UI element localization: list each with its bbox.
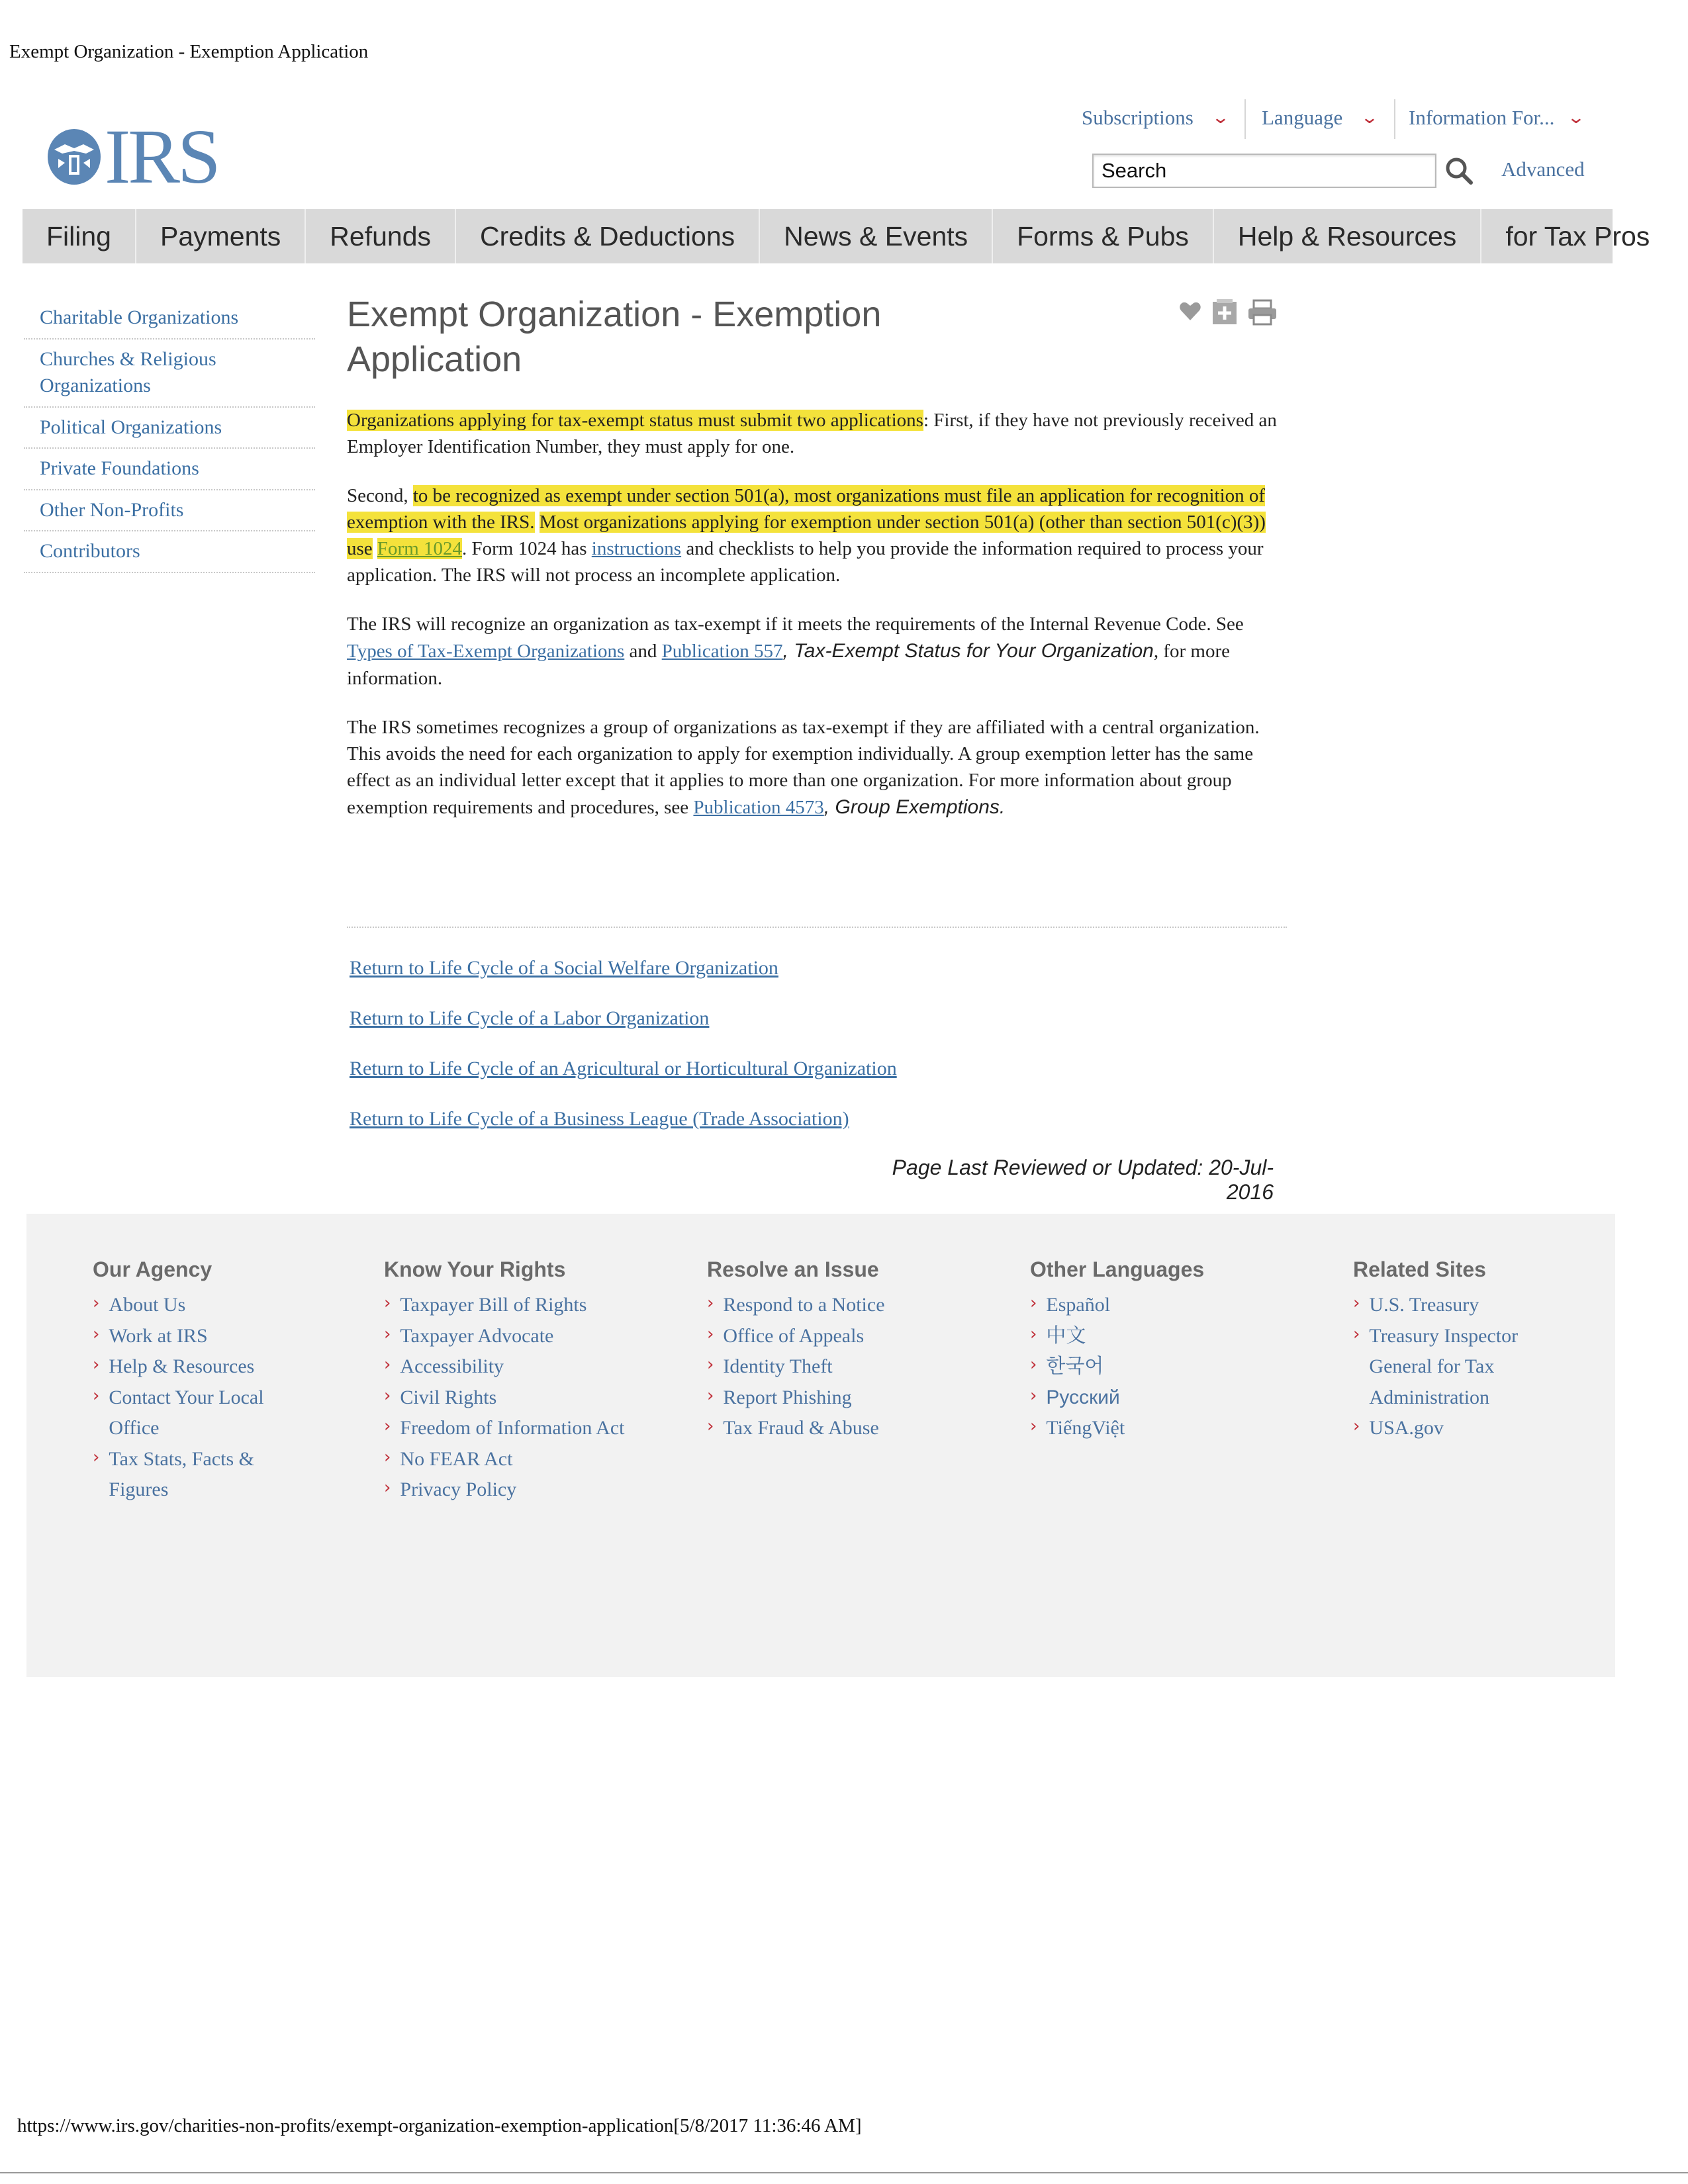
body-text: The IRS will recognize an organization as tax-exempt if it meets the requirements of the Internal Revenue Code. See — [347, 614, 1244, 635]
chevron-right-icon: › — [93, 1293, 100, 1313]
footer-heading: Other Languages — [1030, 1257, 1205, 1281]
footer-link-tax-stats[interactable]: › Tax Stats, Facts & Figures — [93, 1444, 285, 1506]
subscriptions-label: Subscriptions — [1082, 106, 1194, 129]
irs-wordmark: IRS — [105, 113, 218, 200]
footer-link-espanol[interactable]: › Español — [1030, 1290, 1295, 1321]
chevron-down-icon: ⌄ — [1211, 108, 1230, 127]
chevron-right-icon: › — [1353, 1416, 1360, 1436]
footer-col-resolve-an-issue — [707, 1257, 985, 1444]
body-text: Second, — [347, 485, 413, 507]
footer-link-taxpayer-bill-of-rights[interactable]: › Taxpayer Bill of Rights — [384, 1290, 675, 1321]
footer-link-chinese[interactable]: › 中文 — [1030, 1321, 1295, 1352]
footer-link-about-us[interactable]: › About Us — [93, 1290, 311, 1321]
sidebar-item-other-non-profits[interactable]: Other Non-Profits — [24, 490, 315, 532]
publication-title: , Tax-Exempt Status for Your Organization — [782, 640, 1154, 662]
chevron-right-icon: › — [707, 1416, 714, 1436]
footer-link-vietnamese[interactable]: › TiếngViệt — [1030, 1413, 1295, 1444]
nav-news-events[interactable]: News & Events — [760, 209, 993, 263]
footer-col-our-agency — [93, 1257, 311, 1506]
sidebar-nav — [24, 298, 315, 573]
page-bottom-rule — [0, 2172, 1688, 2173]
chevron-right-icon: › — [1030, 1324, 1037, 1344]
return-labor-organization-link[interactable]: Return to Life Cycle of a Labor Organization — [350, 1007, 710, 1029]
paragraph-group-exemption — [347, 714, 1287, 821]
nav-refunds[interactable]: Refunds — [306, 209, 456, 263]
chevron-right-icon: › — [384, 1293, 391, 1313]
language-label: Language — [1262, 106, 1343, 129]
footer-link-privacy-policy[interactable]: › Privacy Policy — [384, 1475, 675, 1506]
utility-separator — [1244, 99, 1246, 139]
footer-link-foia[interactable]: › Freedom of Information Act — [384, 1413, 675, 1444]
publication-4573-link[interactable]: Publication 4573 — [693, 796, 824, 818]
main-content — [347, 293, 1287, 821]
footer-link-report-phishing[interactable]: › Report Phishing — [707, 1383, 985, 1414]
body-text: : First, if they have not previously received an Employer Identification Number, they must apply for one. — [347, 410, 1277, 458]
body-text: The IRS sometimes recognizes a group of organizations as tax-exempt if they are affiliated with a central organization. This avoids the need for each organization to apply for exemption individually. A group exemption letter has the same effect as an individual letter except that it applies to more than one organization. For more information about group exemption requirements and procedures, see — [347, 716, 1260, 818]
footer-link-accessibility[interactable]: › Accessibility — [384, 1351, 675, 1383]
footer-link-korean[interactable]: › 한국어 — [1030, 1351, 1295, 1383]
print-page-title: Exempt Organization - Exemption Application — [9, 41, 369, 62]
return-social-welfare-link[interactable]: Return to Life Cycle of a Social Welfare Organization — [350, 957, 778, 979]
footer-heading: Related Sites — [1353, 1257, 1486, 1281]
chevron-right-icon: › — [384, 1447, 391, 1467]
footer-link-taxpayer-advocate[interactable]: › Taxpayer Advocate — [384, 1321, 675, 1352]
paragraph-two-applications — [347, 407, 1287, 460]
nav-for-tax-pros[interactable]: for Tax Pros — [1505, 220, 1650, 251]
footer-heading: Our Agency — [93, 1257, 212, 1281]
sidebar-item-churches-religious[interactable]: Churches & Religious Organizations — [24, 340, 315, 408]
publication-title: , Group Exemptions. — [823, 796, 1006, 818]
advanced-search-link[interactable]: Advanced — [1501, 158, 1585, 181]
nav-filing[interactable]: Filing — [23, 209, 136, 263]
chevron-right-icon: › — [384, 1355, 391, 1375]
return-agricultural-link[interactable]: Return to Life Cycle of an Agricultural or Horticultural Organization — [350, 1058, 897, 1079]
footer-link-us-treasury[interactable]: › U.S. Treasury — [1353, 1290, 1552, 1321]
print-url-footer: https://www.irs.gov/charities-non-profits/exempt-organization-exemption-application[5/8/2017 11:36:46 AM] — [17, 2115, 862, 2136]
chevron-down-icon: ⌄ — [1567, 108, 1586, 127]
subscriptions-dropdown[interactable] — [1082, 106, 1228, 130]
chevron-right-icon: › — [1353, 1293, 1360, 1313]
chevron-right-icon: › — [707, 1355, 714, 1375]
sidebar-item-contributors[interactable]: Contributors — [24, 531, 315, 573]
highlighted-text: to be recognized as exempt under section 501(a), most organizations must file an application for recognition of exemption with the IRS. — [347, 485, 1266, 533]
chevron-right-icon: › — [93, 1447, 100, 1467]
chevron-right-icon: › — [1030, 1293, 1037, 1313]
sidebar-item-private-foundations[interactable]: Private Foundations — [24, 449, 315, 490]
chevron-right-icon: › — [1030, 1416, 1037, 1436]
body-text: and checklists to help you provide the information required to process your application. The IRS will not process an incomplete application. — [347, 538, 1264, 586]
footer-link-work-at-irs[interactable]: › Work at IRS — [93, 1321, 311, 1352]
chevron-right-icon: › — [1030, 1385, 1037, 1406]
footer-link-respond-to-notice[interactable]: › Respond to a Notice — [707, 1290, 985, 1321]
chevron-right-icon: › — [707, 1293, 714, 1313]
nav-forms-pubs[interactable]: Forms & Pubs — [993, 209, 1214, 263]
highlighted-text: Organizations applying for tax-exempt status must submit two applications — [347, 410, 923, 431]
types-of-tax-exempt-organizations-link[interactable]: Types of Tax-Exempt Organizations — [347, 641, 625, 662]
paragraph-requirements — [347, 611, 1287, 691]
footer-col-other-languages — [1030, 1257, 1295, 1444]
return-business-league-link[interactable]: Return to Life Cycle of a Business League (Trade Association) — [350, 1108, 849, 1130]
page-title: Exempt Organization - Exemption Application — [347, 295, 882, 379]
footer-link-identity-theft[interactable]: › Identity Theft — [707, 1351, 985, 1383]
chevron-right-icon: › — [384, 1324, 391, 1344]
nav-help-resources[interactable]: Help & Resources — [1214, 209, 1481, 263]
footer-link-contact-local-office[interactable]: › Contact Your Local Office — [93, 1383, 291, 1444]
chevron-right-icon: › — [1353, 1324, 1360, 1344]
footer-col-know-your-rights — [384, 1257, 675, 1506]
chevron-down-icon: ⌄ — [1360, 108, 1380, 127]
footer-link-no-fear-act[interactable]: › No FEAR Act — [384, 1444, 675, 1475]
chevron-right-icon: › — [707, 1385, 714, 1406]
highlighted-text: Most organizations applying for exemption under section 501(a) (other than section 501(c)(3)) use — [347, 512, 1266, 560]
chevron-right-icon: › — [93, 1355, 100, 1375]
publication-557-link[interactable]: Publication 557 — [661, 641, 783, 662]
chevron-right-icon: › — [707, 1324, 714, 1344]
main-navigation — [23, 209, 1650, 263]
form-1024-link[interactable]: Form 1024 — [377, 538, 463, 560]
page-last-reviewed: Page Last Reviewed or Updated: 20-Jul-2016 — [892, 1156, 1274, 1204]
sidebar-item-charitable-organizations[interactable]: Charitable Organizations — [24, 298, 315, 340]
chevron-right-icon: › — [384, 1385, 391, 1406]
body-text: and — [624, 641, 662, 662]
search-icon[interactable] — [1444, 156, 1474, 185]
language-dropdown[interactable] — [1262, 106, 1380, 130]
footer-link-tigta[interactable]: › Treasury Inspector General for Tax Administration — [1353, 1321, 1545, 1414]
chevron-right-icon: › — [93, 1324, 100, 1344]
footer-link-russian[interactable]: › Русский — [1030, 1383, 1295, 1414]
footer-link-civil-rights[interactable]: › Civil Rights — [384, 1383, 675, 1414]
body-text: . Form 1024 has — [462, 538, 592, 560]
search-input[interactable] — [1092, 154, 1436, 188]
nav-payments[interactable]: Payments — [136, 209, 306, 263]
information-for-label: Information For... — [1409, 106, 1555, 129]
footer-link-tax-fraud-abuse[interactable]: › Tax Fraud & Abuse — [707, 1413, 985, 1444]
chevron-right-icon: › — [1030, 1355, 1037, 1375]
sidebar-item-political-organizations[interactable]: Political Organizations — [24, 408, 315, 449]
footer-col-related-sites — [1353, 1257, 1552, 1444]
footer-link-usa-gov[interactable]: › USA.gov — [1353, 1413, 1552, 1444]
footer-heading: Resolve an Issue — [707, 1257, 879, 1281]
content-divider — [347, 927, 1287, 928]
body-text: , for more information. — [347, 641, 1230, 689]
instructions-link[interactable]: instructions — [591, 538, 682, 560]
nav-credits-deductions[interactable]: Credits & Deductions — [456, 209, 760, 263]
irs-logo[interactable] — [45, 113, 218, 200]
chevron-right-icon: › — [384, 1478, 391, 1498]
chevron-right-icon: › — [384, 1416, 391, 1436]
information-for-dropdown[interactable] — [1409, 106, 1586, 130]
chevron-right-icon: › — [93, 1385, 100, 1406]
irs-eagle-seal-icon — [45, 127, 103, 187]
utility-separator — [1394, 99, 1395, 139]
footer-link-help-resources[interactable]: › Help & Resources — [93, 1351, 311, 1383]
footer-heading: Know Your Rights — [384, 1257, 566, 1281]
footer-link-office-of-appeals[interactable]: › Office of Appeals — [707, 1321, 985, 1352]
paragraph-recognition — [347, 482, 1287, 588]
